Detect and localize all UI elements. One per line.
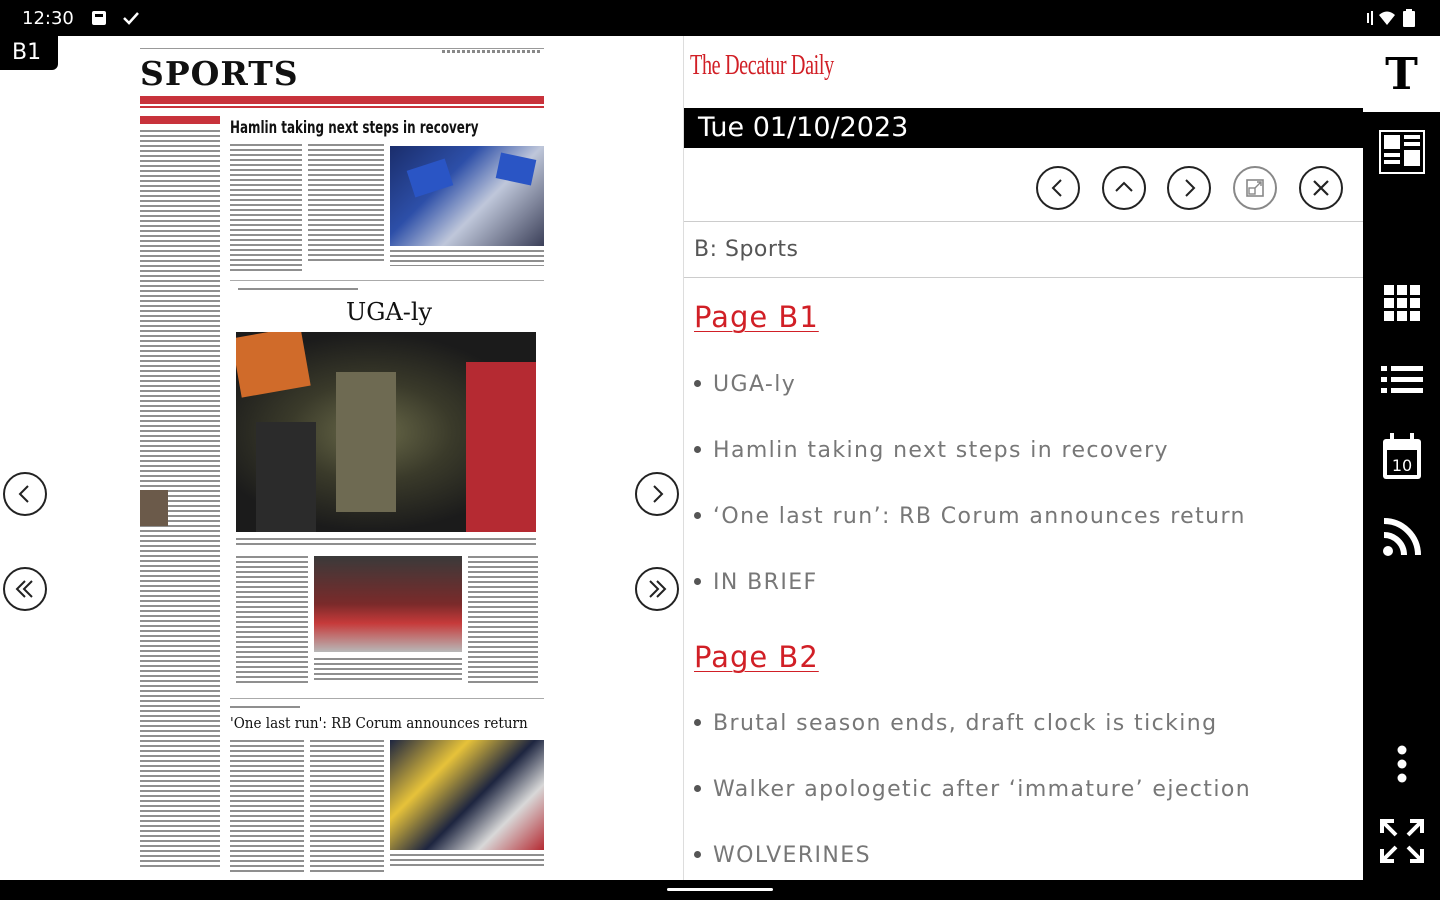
grid-icon: [1383, 284, 1421, 322]
toc-article-link[interactable]: [694, 438, 1169, 463]
caption-lines: [314, 658, 462, 682]
bullet: [694, 446, 701, 453]
double-chevron-left-icon: [13, 577, 37, 601]
caption-lines: [236, 538, 536, 548]
bullet: [694, 578, 701, 585]
caption-lines: [390, 854, 544, 868]
kicker-line: [238, 288, 358, 291]
text-column: [310, 740, 384, 872]
rule: [140, 48, 544, 49]
check-icon: [122, 9, 140, 27]
toc-up-button[interactable]: [1102, 166, 1146, 210]
calendar-icon: [1381, 433, 1423, 481]
newspaper-layout-icon: [1379, 130, 1425, 174]
photo-coach: [336, 372, 396, 512]
newspaper-headline-bottom: 'One last run': RB Corum announces return: [230, 714, 528, 732]
newspaper-headline-top: Hamlin taking next steps in recovery: [230, 118, 479, 138]
toc-article-link[interactable]: [694, 777, 1251, 802]
bullet: [694, 785, 701, 792]
toc-toolbar: [684, 148, 1363, 222]
chevron-left-icon: [13, 482, 37, 506]
photo-jersey: [466, 362, 536, 532]
status-time: 12:30: [22, 8, 74, 29]
newspaper-masthead: SPORTS: [140, 54, 299, 93]
sidebar: [1363, 36, 1440, 880]
section-tag: [140, 116, 220, 124]
chevron-up-icon: [1112, 176, 1136, 200]
battery-icon: [1402, 9, 1416, 27]
prev-page-button[interactable]: [3, 472, 47, 516]
toc-article-title: Brutal season ends, draft clock is ticking: [713, 711, 1218, 736]
text-column: [468, 556, 538, 686]
article-list-button[interactable]: [1363, 358, 1440, 402]
dateline: [442, 50, 542, 53]
text-column: [230, 144, 302, 272]
chevron-right-icon: [1177, 176, 1201, 200]
wifi-icon: [1378, 9, 1396, 27]
newspaper-page-thumbnail[interactable]: [138, 44, 546, 880]
photo-fans: [390, 146, 544, 246]
issue-date: Tue 01/10/2023: [684, 108, 1363, 148]
photo-gatorade: [236, 332, 311, 398]
rss-icon: [1382, 517, 1422, 557]
toc-article-link[interactable]: [694, 711, 1217, 736]
first-page-button[interactable]: [3, 567, 47, 611]
calendar-day: 10: [1391, 456, 1412, 475]
rule: [230, 698, 544, 699]
toc-article-title: WOLVERINES: [713, 843, 871, 868]
toc-page-link[interactable]: Page B1: [694, 300, 819, 334]
page-view-button[interactable]: [1363, 124, 1440, 180]
photo-sign: [496, 153, 537, 186]
toc-prev-button[interactable]: [1036, 166, 1080, 210]
bullet: [694, 512, 701, 519]
toc-article-link[interactable]: [694, 372, 796, 397]
toc-expand-button[interactable]: [1233, 166, 1277, 210]
newspaper-headline-main: UGA-ly: [346, 298, 433, 326]
next-page-button[interactable]: [635, 472, 679, 516]
toc-article-link[interactable]: [694, 504, 1246, 529]
more-vertical-icon: [1396, 745, 1408, 783]
expand-icon: [1243, 176, 1267, 200]
rule: [230, 280, 544, 281]
close-icon: [1309, 176, 1333, 200]
photo-sign: [407, 159, 454, 198]
bullet: [694, 380, 701, 387]
headshot-photo: [140, 490, 168, 526]
caption-lines: [390, 250, 544, 266]
bullet: [694, 719, 701, 726]
toc-article-title: IN BRIEF: [713, 570, 818, 595]
toc-close-button[interactable]: [1299, 166, 1343, 210]
chevron-left-icon: [1046, 176, 1070, 200]
page-badge: B1: [0, 36, 58, 70]
page-viewer[interactable]: [0, 36, 683, 880]
publication-logo: The Decatur Daily: [690, 50, 834, 81]
toc-article-link[interactable]: [694, 570, 818, 595]
list-icon: [1381, 366, 1423, 394]
fullscreen-button[interactable]: [1363, 816, 1440, 866]
text-size-button[interactable]: [1363, 36, 1440, 112]
home-gesture-handle[interactable]: [667, 888, 773, 891]
masthead-bar: [140, 96, 544, 104]
masthead-bar-thin: [140, 106, 544, 108]
section-heading: B: Sports: [684, 222, 1363, 278]
text-column: [230, 740, 304, 872]
toc-panel: [683, 36, 1363, 880]
photo-team: [314, 556, 462, 652]
text-column: [236, 556, 308, 686]
toc-article-title: Hamlin taking next steps in recovery: [713, 438, 1169, 463]
rss-button[interactable]: [1363, 514, 1440, 560]
toc-page-link[interactable]: Page B2: [694, 640, 819, 674]
sd-card-icon: [90, 9, 108, 27]
text-column: [308, 144, 384, 262]
toc-article-link[interactable]: [694, 843, 871, 868]
toc-next-button[interactable]: [1167, 166, 1211, 210]
fullscreen-icon: [1380, 819, 1424, 863]
photo-football: [390, 740, 544, 850]
chevron-right-icon: [645, 482, 669, 506]
toc-article-title: Walker apologetic after ‘immature’ ejection: [713, 777, 1252, 802]
toc-article-title: UGA-ly: [713, 372, 797, 397]
status-bar: [0, 0, 1440, 36]
kicker-line: [230, 706, 300, 709]
bullet: [694, 851, 701, 858]
calendar-button[interactable]: [1363, 430, 1440, 484]
thumbnails-button[interactable]: [1363, 280, 1440, 326]
last-page-button[interactable]: [635, 567, 679, 611]
more-options-button[interactable]: [1363, 742, 1440, 786]
toc-article-title: ‘One last run’: RB Corum announces return: [713, 504, 1246, 529]
double-chevron-right-icon: [645, 577, 669, 601]
text-size-icon: T: [1385, 48, 1418, 100]
photo-person: [256, 422, 316, 532]
photo-celebration: [236, 332, 536, 532]
navigation-bar: [0, 880, 1440, 900]
